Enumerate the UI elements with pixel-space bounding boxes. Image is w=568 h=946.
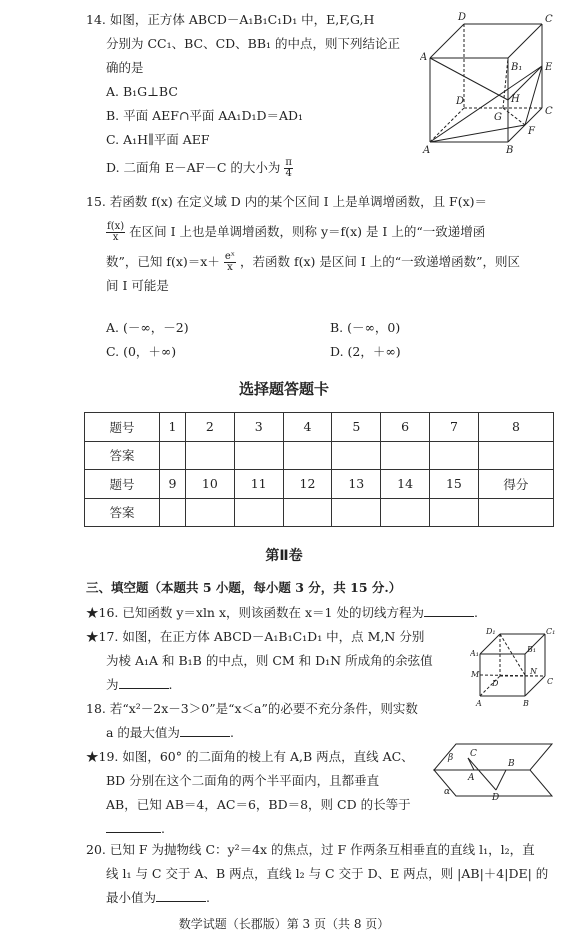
q17-label-d1: D₁ [486, 627, 496, 636]
q18-line-1: 18. 若“x²－2x－3＞0”是“x＜a”的必要不充分条件，则实数 [86, 701, 418, 716]
sheet-cell: 4 [283, 413, 332, 442]
q20-line-2: 线 l₁ 与 C 交于 A、B 两点，直线 l₂ 与 C 交于 D、E 两点，则 |AB|＋4|DE| 的 [106, 866, 549, 881]
answer-cell[interactable] [283, 441, 332, 470]
q14-line-3: 确的是 [106, 60, 144, 75]
q15-line-2-rest: 在区间 I 上也是单调增函数，则称 y＝f(x) 是 I 上的“一致递增函 [129, 224, 486, 239]
answer-sheet-table [84, 412, 554, 527]
answer-cell[interactable] [430, 441, 479, 470]
question-19: ★19. 如图，60° 的二面角的棱上有 A,B 两点，直线 AC、 BD 分别在这个二面角的两个半平面内，且都垂直 AB，已知 AB＝4，AC＝6，BD＝8，则 CD 的长等于 . [86, 745, 436, 841]
q14-option-d [86, 156, 416, 180]
q14-option-d-numerator: π [285, 157, 292, 168]
sheet-cell: 答案 [85, 498, 160, 527]
answer-sheet-row-numbers-1 [85, 413, 554, 442]
q17-label-a: A [476, 699, 482, 708]
q14-cube-diagram [420, 8, 560, 156]
q15-line-3 [86, 250, 556, 274]
q17-label-b1: B₁ [527, 645, 537, 654]
q14-label-b: B [506, 145, 514, 156]
q14-line-1: 14. 如图，正方体 ABCD－A₁B₁C₁D₁ 中，E,F,G,H [86, 12, 375, 27]
q19-label-beta: β [448, 753, 454, 763]
question-14 [86, 8, 416, 180]
q19-label-c: C [470, 749, 477, 759]
answer-cell[interactable] [381, 441, 430, 470]
q14-label-a: A [423, 145, 431, 156]
q16-text: ★16. 已知函数 y＝xln x，则该函数在 x＝1 处的切线方程为 [86, 605, 424, 620]
q15-line-3-b: ，若函数 f(x) 是区间 I 上的“一致递增函数”，则区 [239, 254, 521, 269]
q14-option-b: B. 平面 AEF∩平面 AA₁D₁D＝AD₁ [106, 108, 304, 123]
answer-sheet-row-answers-2 [85, 498, 554, 527]
q19-label-b: B [508, 759, 515, 769]
sheet-cell: 3 [234, 413, 283, 442]
q17-label-d: D [492, 679, 499, 688]
answer-cell[interactable] [234, 441, 283, 470]
q17-label-a1: A₁ [470, 649, 479, 658]
sheet-cell: 9 [160, 470, 186, 499]
page-footer: 数学试题（长郡版）第 3 页（共 8 页） [178, 917, 390, 931]
q17-label-c: C [547, 677, 554, 686]
question-16: ★16. 已知函数 y＝xln x，则该函数在 x＝1 处的切线方程为 . [86, 605, 478, 620]
sheet-cell: 15 [430, 470, 479, 499]
sheet-cell: 11 [234, 470, 283, 499]
q15-line-3-frac-num: eˣ [224, 251, 235, 262]
answer-cell[interactable] [332, 498, 381, 527]
sheet-cell: 题号 [85, 413, 160, 442]
sheet-cell: 12 [283, 470, 332, 499]
answer-cell[interactable] [332, 441, 381, 470]
question-20 [86, 838, 556, 910]
q15-line-1: 15. 若函数 f(x) 在定义域 D 内的某个区间 I 上是单调增函数，且 F(x)＝ [86, 194, 488, 209]
q14-option-d-text: D. 二面角 E－AF－C 的大小为 [106, 160, 281, 175]
q15-option-d: D. (2，＋∞) [330, 344, 401, 359]
sheet-cell: 2 [185, 413, 234, 442]
q19-dihedral-figure [430, 738, 560, 804]
answer-cell[interactable] [283, 498, 332, 527]
sheet-cell: 5 [332, 413, 381, 442]
answer-cell[interactable] [185, 498, 234, 527]
sheet-cell: 1 [160, 413, 186, 442]
q15-option-b: B. (－∞，0) [330, 320, 401, 335]
sheet-cell: 7 [430, 413, 479, 442]
answer-cell[interactable] [430, 498, 479, 527]
q17-label-c1: C₁ [546, 627, 556, 636]
q17-label-n: N [530, 667, 537, 676]
q14-option-d-denominator: 4 [285, 168, 292, 179]
q19-label-a: A [468, 773, 475, 783]
q19-label-d: D [492, 793, 500, 803]
q17-label-b: B [523, 699, 529, 708]
q15-option-c: C. (0，＋∞) [106, 344, 177, 359]
q20-answer-blank[interactable] [156, 901, 206, 902]
q15-fraction-fx-over-x [106, 222, 125, 243]
section-3-heading: 三、填空题（本题共 5 小题，每小题 3 分，共 15 分.） [86, 580, 402, 595]
q14-label-h: H [511, 94, 520, 105]
answer-sheet-row-answers-1 [85, 441, 554, 470]
q19-line-3: AB，已知 AB＝4，AC＝6，BD＝8，则 CD 的长等于 [106, 797, 411, 812]
answer-cell[interactable] [381, 498, 430, 527]
sheet-cell: 8 [478, 413, 553, 442]
q18-line-2-text: a 的最大值为 [106, 725, 180, 740]
answer-cell[interactable] [160, 441, 186, 470]
q14-option-d-fraction [284, 158, 293, 179]
q17-line-3: 为 . [106, 677, 173, 692]
q18-answer-blank[interactable] [180, 736, 230, 737]
q17-line-2: 为棱 A₁A 和 B₁B 的中点，则 CM 和 D₁N 所成角的余弦值 [106, 653, 433, 668]
q14-label-d1: D [458, 12, 467, 23]
q16-answer-blank[interactable] [424, 616, 474, 617]
q15-frac-den: x [112, 232, 119, 243]
q14-label-d: D [456, 96, 465, 107]
question-17 [86, 625, 466, 697]
sheet-cell: 答案 [85, 441, 160, 470]
q17-answer-blank[interactable] [119, 688, 169, 689]
sheet-cell: 6 [381, 413, 430, 442]
q14-option-a: A. B₁G⊥BC [106, 84, 178, 99]
q17-line-3-text: 为 [106, 677, 119, 692]
q14-label-c: C [545, 106, 553, 117]
q15-line-3-a: 数”，已知 f(x)＝x＋ [106, 254, 220, 269]
q20-line-1: 20. 已知 F 为抛物线 C：y²＝4x 的焦点，过 F 作两条互相垂直的直线 l₁，l₂，直 [86, 842, 535, 857]
q17-cube-figure [470, 624, 560, 710]
q14-label-b1: B₁ [511, 62, 523, 73]
q15-option-a: A. (－∞，－2) [106, 320, 189, 335]
sheet-cell: 13 [332, 470, 381, 499]
sheet-cell: 得分 [478, 470, 553, 499]
answer-sheet-title: 选择题答题卡 [238, 380, 329, 398]
q15-fraction-ex-over-x [224, 252, 236, 273]
q15-frac-num: f(x) [107, 221, 125, 232]
q20-line-3-text: 最小值为 [106, 890, 157, 905]
q15-line-3-frac-den: x [227, 262, 233, 273]
q15-line-2 [86, 220, 556, 244]
q19-label-alpha: α [444, 787, 451, 797]
q14-line-2: 分别为 CC₁、BC、CD、BB₁ 的中点，则下列结论正 [106, 36, 401, 51]
answer-cell[interactable] [234, 498, 283, 527]
sheet-cell: 14 [381, 470, 430, 499]
q19-dihedral-diagram [430, 738, 560, 804]
q14-label-f: F [528, 126, 535, 137]
answer-sheet-row-numbers-2 [85, 470, 554, 499]
q14-label-g: G [494, 112, 502, 123]
q19-answer-blank[interactable] [106, 832, 161, 833]
q19-line-1: ★19. 如图，60° 的二面角的棱上有 A,B 两点，直线 AC、 [86, 749, 414, 764]
q15-line-4: 间 I 可能是 [106, 278, 169, 293]
q14-option-c: C. A₁H∥平面 AEF [106, 132, 210, 147]
q20-line-3: 最小值为 . [106, 890, 210, 905]
q14-label-e: E [545, 62, 553, 73]
question-15 [86, 190, 556, 298]
q19-line-2: BD 分别在这个二面角的两个半平面内，且都垂直 [106, 773, 380, 788]
q18-line-2: a 的最大值为 . [106, 725, 234, 740]
score-cell[interactable] [478, 498, 553, 527]
q17-label-m: M [471, 670, 480, 679]
q17-line-1: ★17. 如图，在正方体 ABCD－A₁B₁C₁D₁ 中，点 M,N 分别 [86, 629, 425, 644]
answer-cell[interactable] [478, 441, 553, 470]
part-2-title: 第Ⅱ卷 [265, 548, 303, 564]
q14-label-c1: C [545, 14, 553, 25]
sheet-cell: 10 [185, 470, 234, 499]
sheet-cell: 题号 [85, 470, 160, 499]
q14-cube-figure [420, 8, 560, 156]
answer-cell[interactable] [160, 498, 186, 527]
q14-label-a1: A [420, 52, 428, 63]
answer-cell[interactable] [185, 441, 234, 470]
q17-cube-diagram [470, 624, 560, 710]
question-18 [86, 697, 466, 745]
